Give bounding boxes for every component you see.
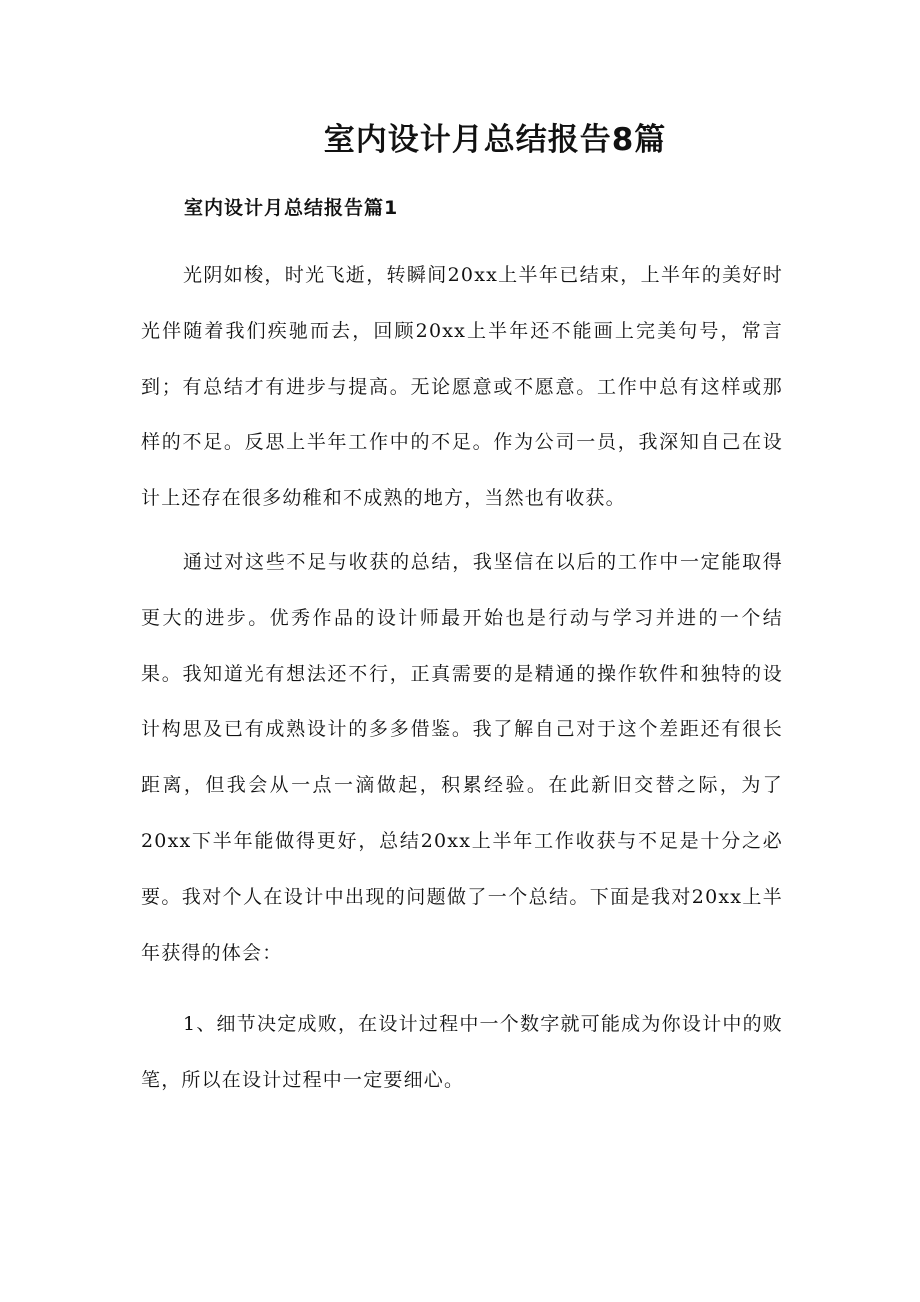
paragraph-1: 光阴如梭，时光飞逝，转瞬间20xx上半年已结束，上半年的美好时光伴随着我们疾驰而去，回顾20xx上半年还不能画上完美句号，常言到；有总结才有进步与提高。无论愿意或不愿意。工作中总有这样或那样的不足。反思上半年工作中的不足。作为公司一员，我深知自己在设计上还存在很多幼稚和不成熟的地方，当然也有收获。: [141, 264, 783, 510]
paragraph-3: 1、细节决定成败，在设计过程中一个数字就可能成为你设计中的败笔，所以在设计过程中一定要细心。: [141, 1013, 783, 1091]
section-heading: 室内设计月总结报告篇1: [184, 197, 399, 219]
paragraph-2: 通过对这些不足与收获的总结，我坚信在以后的工作中一定能取得更大的进步。优秀作品的设计师最开始也是行动与学习并进的一个结果。我知道光有想法还不行，正真需要的是精通的操作软件和独特的设计构思及已有成熟设计的多多借鉴。我了解自己对于这个差距还有很长距离，但我会从一点一滴做起，积累经验。在此新旧交替之际，为了20xx下半年能做得更好，总结20xx上半年工作收获与不足是十分之必要。我对个人在设计中出现的问题做了一个总结。下面是我对20xx上半年获得的体会：: [141, 551, 783, 964]
document-title: 室内设计月总结报告8篇: [323, 122, 667, 158]
